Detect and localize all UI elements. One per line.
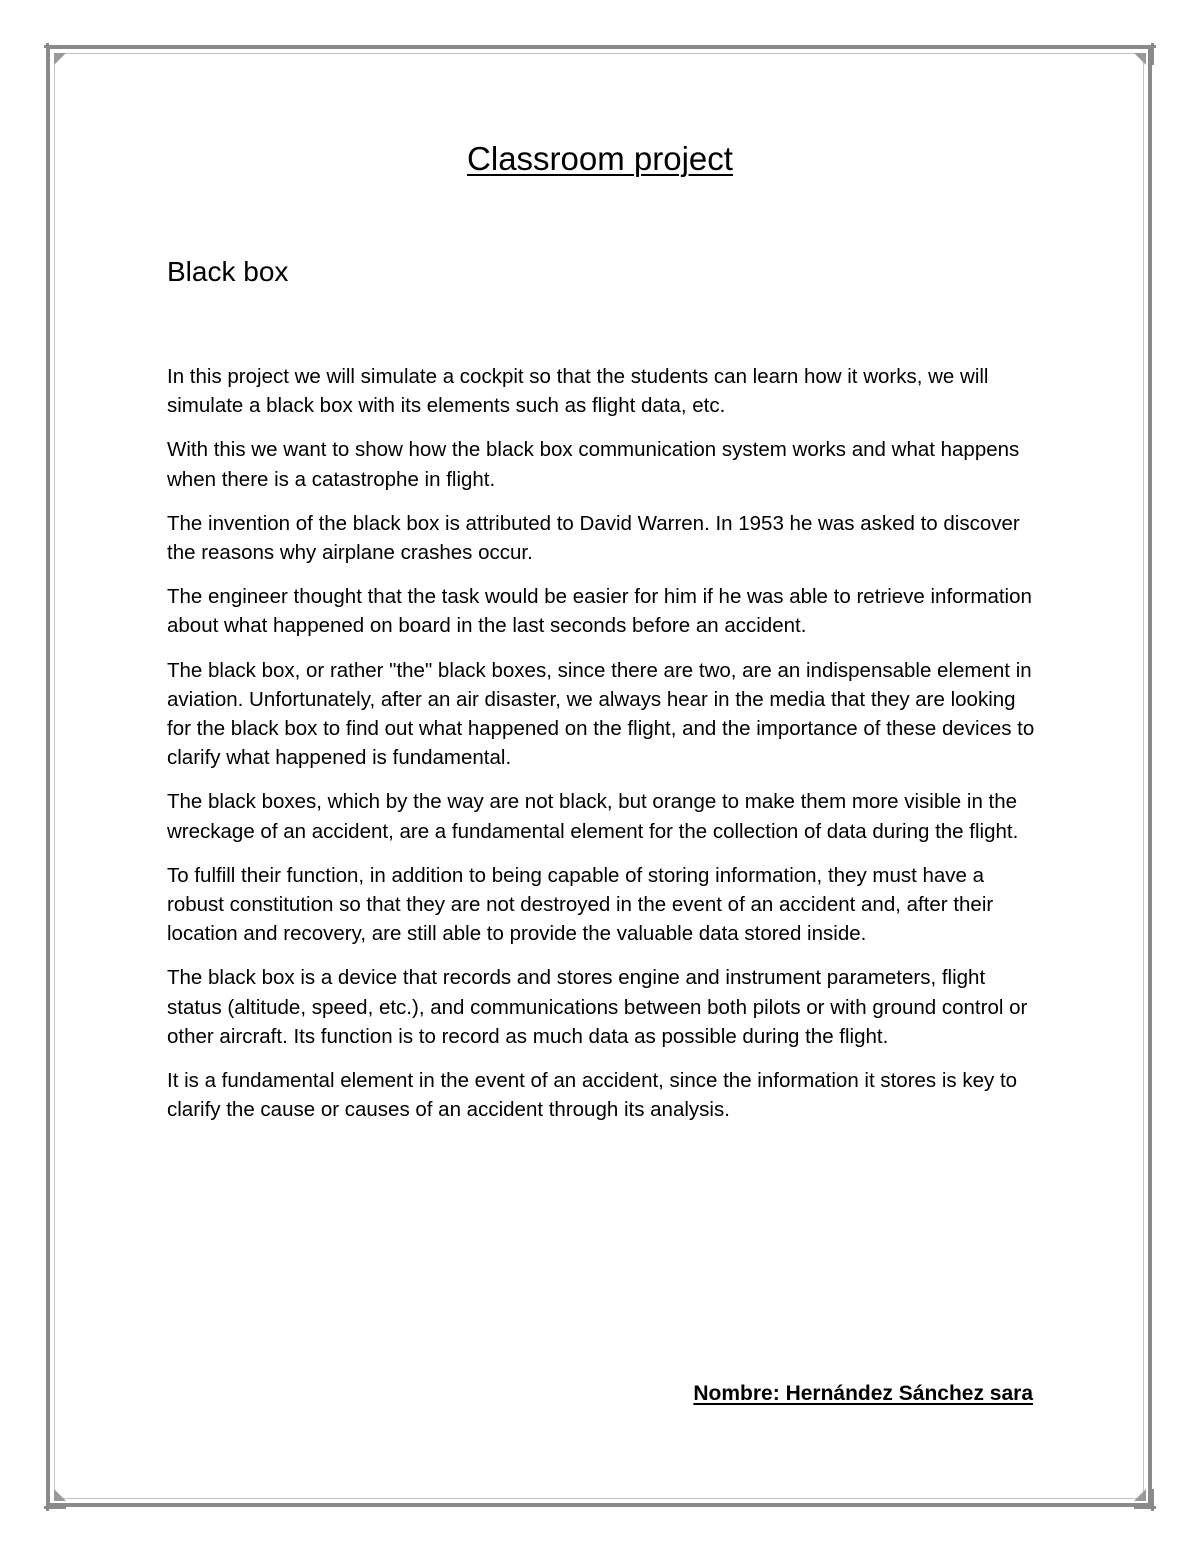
document-body	[167, 362, 1042, 1139]
document-title: Classroom project	[467, 140, 733, 177]
document-subtitle: Black box	[167, 256, 289, 287]
corner-ornament-icon	[1134, 1489, 1156, 1511]
paragraph: It is a fundamental element in the event of an accident, since the information it stores is key to clarify the cause or causes of an accident through its analysis.	[167, 1069, 1018, 1122]
paragraph: The black boxes, which by the way are not black, but orange to make them more visible in the wreckage of an accident, are a fundamental element for the collection of data during the flight.	[167, 790, 1019, 843]
paragraph: With this we want to show how the black box communication system works and what happens when there is a catastrophe in flight.	[167, 438, 1020, 491]
paragraph: In this project we will simulate a cockpit so that the students can learn how it works, we will simulate a black box with its elements such as flight data, etc.	[167, 365, 989, 418]
paragraph: The engineer thought that the task would be easier for him if he was able to retrieve information about what happened on board in the last seconds before an accident.	[167, 585, 1032, 638]
paragraph: The invention of the black box is attributed to David Warren. In 1953 he was asked to discover the reasons why airplane crashes occur.	[167, 511, 1020, 565]
corner-ornament-icon	[44, 43, 66, 65]
paragraph: To fulfill their function, in addition to being capable of storing information, they must have a robust constitution so that they are not destroyed in the event of an accident and, after their location and recovery, are still able to provide the valuable data stored inside.	[167, 863, 994, 946]
paragraph: The black box, or rather "the" black boxes, since there are two, are an indispensable element in aviation. Unfortunately, after an air disaster, we always hear in the media that they are looking for the black box to find out what happened on the flight, and the importance of these devices to clarify what happened is fundamental.	[167, 658, 1035, 770]
author-signature: Nombre: Hernández Sánchez sara	[693, 1382, 1033, 1405]
corner-ornament-icon	[1134, 43, 1156, 65]
corner-ornament-icon	[44, 1489, 66, 1511]
paragraph: The black box is a device that records and stores engine and instrument parameters, flight status (altitude, speed, etc.), and communications between both pilots or with ground control or other aircraft. Its function is to record as much data as possible during the flight.	[167, 966, 1028, 1048]
